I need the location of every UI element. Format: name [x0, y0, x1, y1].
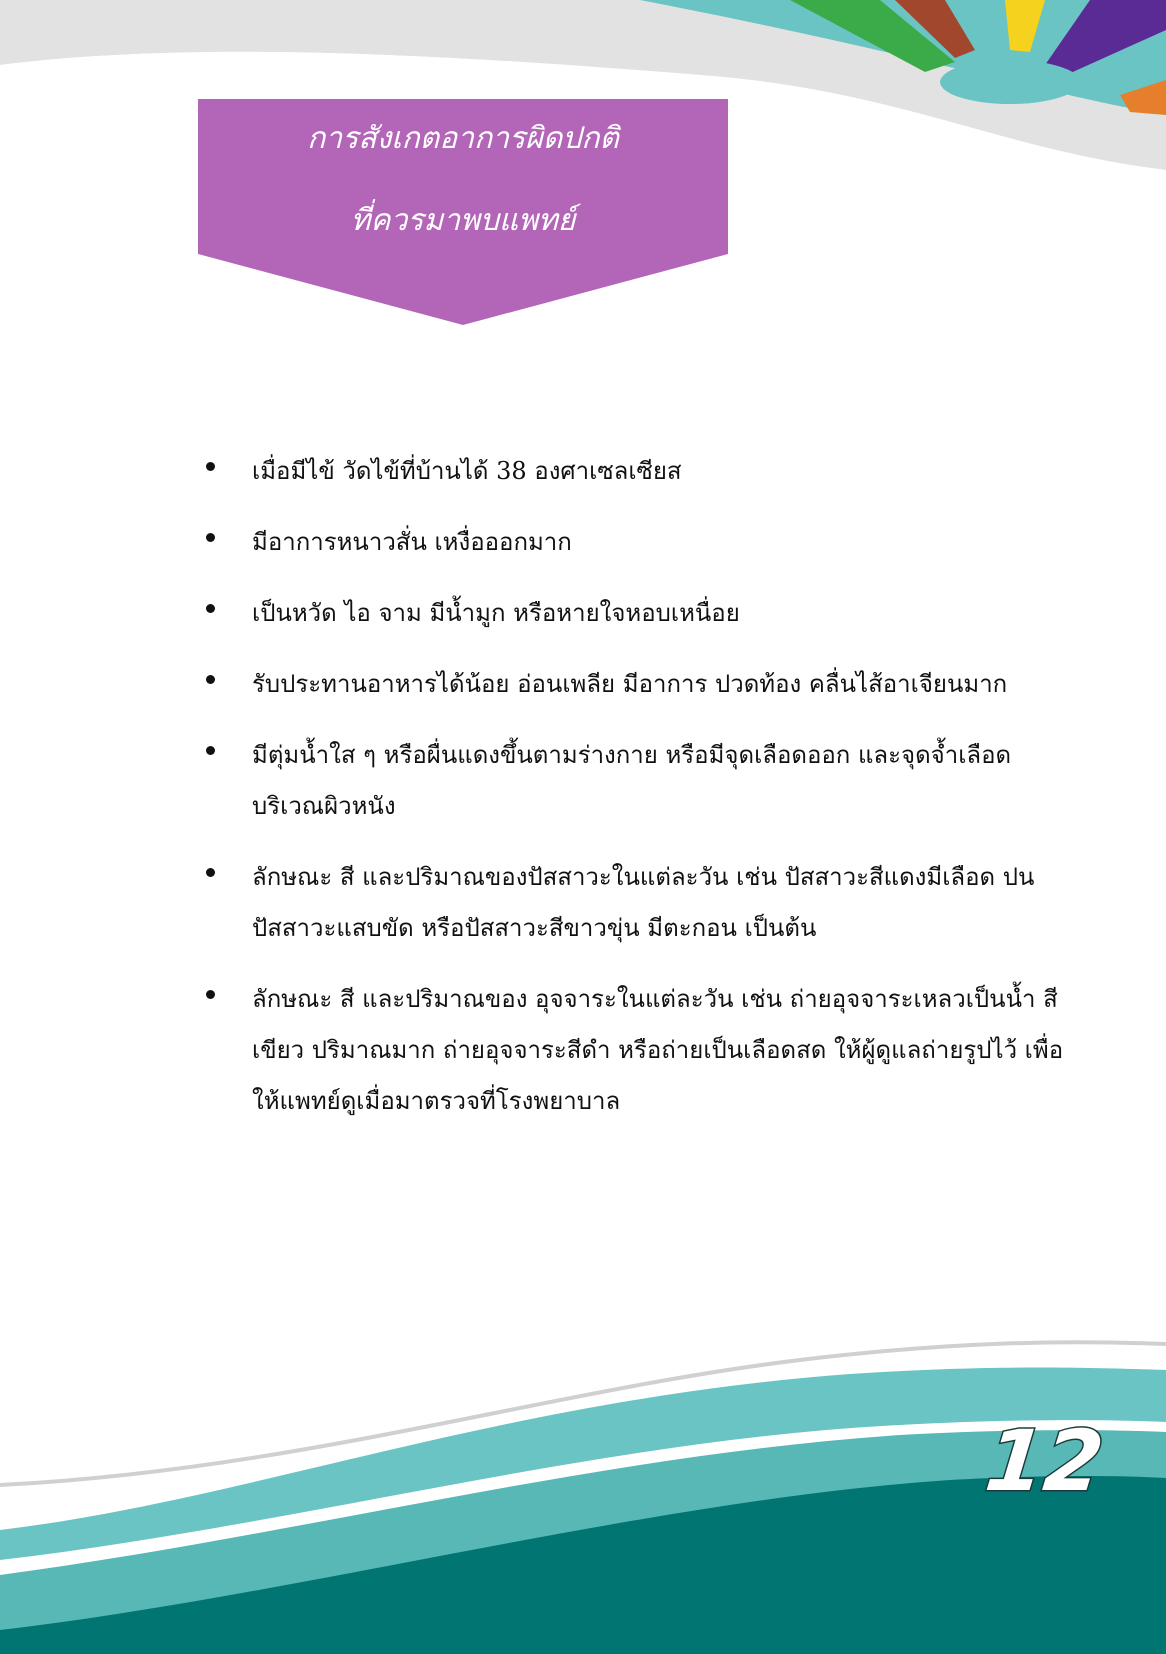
- list-item: [200, 852, 1080, 954]
- list-item: [200, 974, 1080, 1127]
- list-item-text: มีตุ่มน้ำใส ๆ หรือผื่นแดงขึ้นตามร่างกาย หรือมีจุดเลือดออก และจุดจ้ำเลือด บริเวณผิวหนัง: [252, 741, 1012, 820]
- list-item-text: รับประทานอาหารได้น้อย อ่อนเพลีย มีอาการ ปวดท้อง คลื่นไส้อาเจียนมาก: [252, 670, 1008, 698]
- bullet-icon: [206, 868, 215, 877]
- list-item-text: มีอาการหนาวสั่น เหงื่อออกมาก: [252, 528, 572, 556]
- list-item: [200, 446, 1080, 497]
- page-title-line-1: การสังเกตอาการผิดปกติ: [307, 121, 619, 156]
- bullet-icon: [206, 990, 215, 999]
- symptom-list: [200, 446, 1080, 1147]
- list-item: [200, 730, 1080, 832]
- bullet-icon: [206, 604, 215, 613]
- list-item-text: เมื่อมีไข้ วัดไข้ที่บ้านได้ 38 องศาเซลเซียส: [252, 457, 682, 485]
- list-item-text: เป็นหวัด ไอ จาม มีน้ำมูก หรือหายใจหอบเหนื่อย: [252, 599, 740, 627]
- list-item: [200, 588, 1080, 639]
- list-item-text: ลักษณะ สี และปริมาณของปัสสาวะในแต่ละวัน เช่น ปัสสาวะสีแดงมีเลือด ปน ปัสสาวะแสบขัด หรือปัสสาวะสีขาวขุ่น มีตะกอน เป็นต้น: [252, 863, 1035, 942]
- list-item-text: ลักษณะ สี และปริมาณของ อุจจาระในแต่ละวัน เช่น ถ่ายอุจจาระเหลวเป็นน้ำ สีเขียว ปริมาณมาก ถ่ายอุจจาระสีดำ หรือถ่ายเป็นเลือดสด ให้ผู้ดูแลถ่ายรูปไว้ เพื่อให้แพทย์ดูเมื่อมาตรวจที่โรงพยาบาล: [252, 985, 1064, 1115]
- list-item: [200, 659, 1080, 710]
- title-banner: [198, 99, 728, 325]
- page-number-text: 12: [980, 1412, 1108, 1510]
- bullet-icon: [206, 462, 215, 471]
- page-number: [980, 1408, 1108, 1510]
- bullet-icon: [206, 675, 215, 684]
- bullet-icon: [206, 746, 215, 755]
- bullet-icon: [206, 533, 215, 542]
- list-item: [200, 517, 1080, 568]
- page-title-line-2: ที่ควรมาพบแพทย์: [350, 203, 576, 238]
